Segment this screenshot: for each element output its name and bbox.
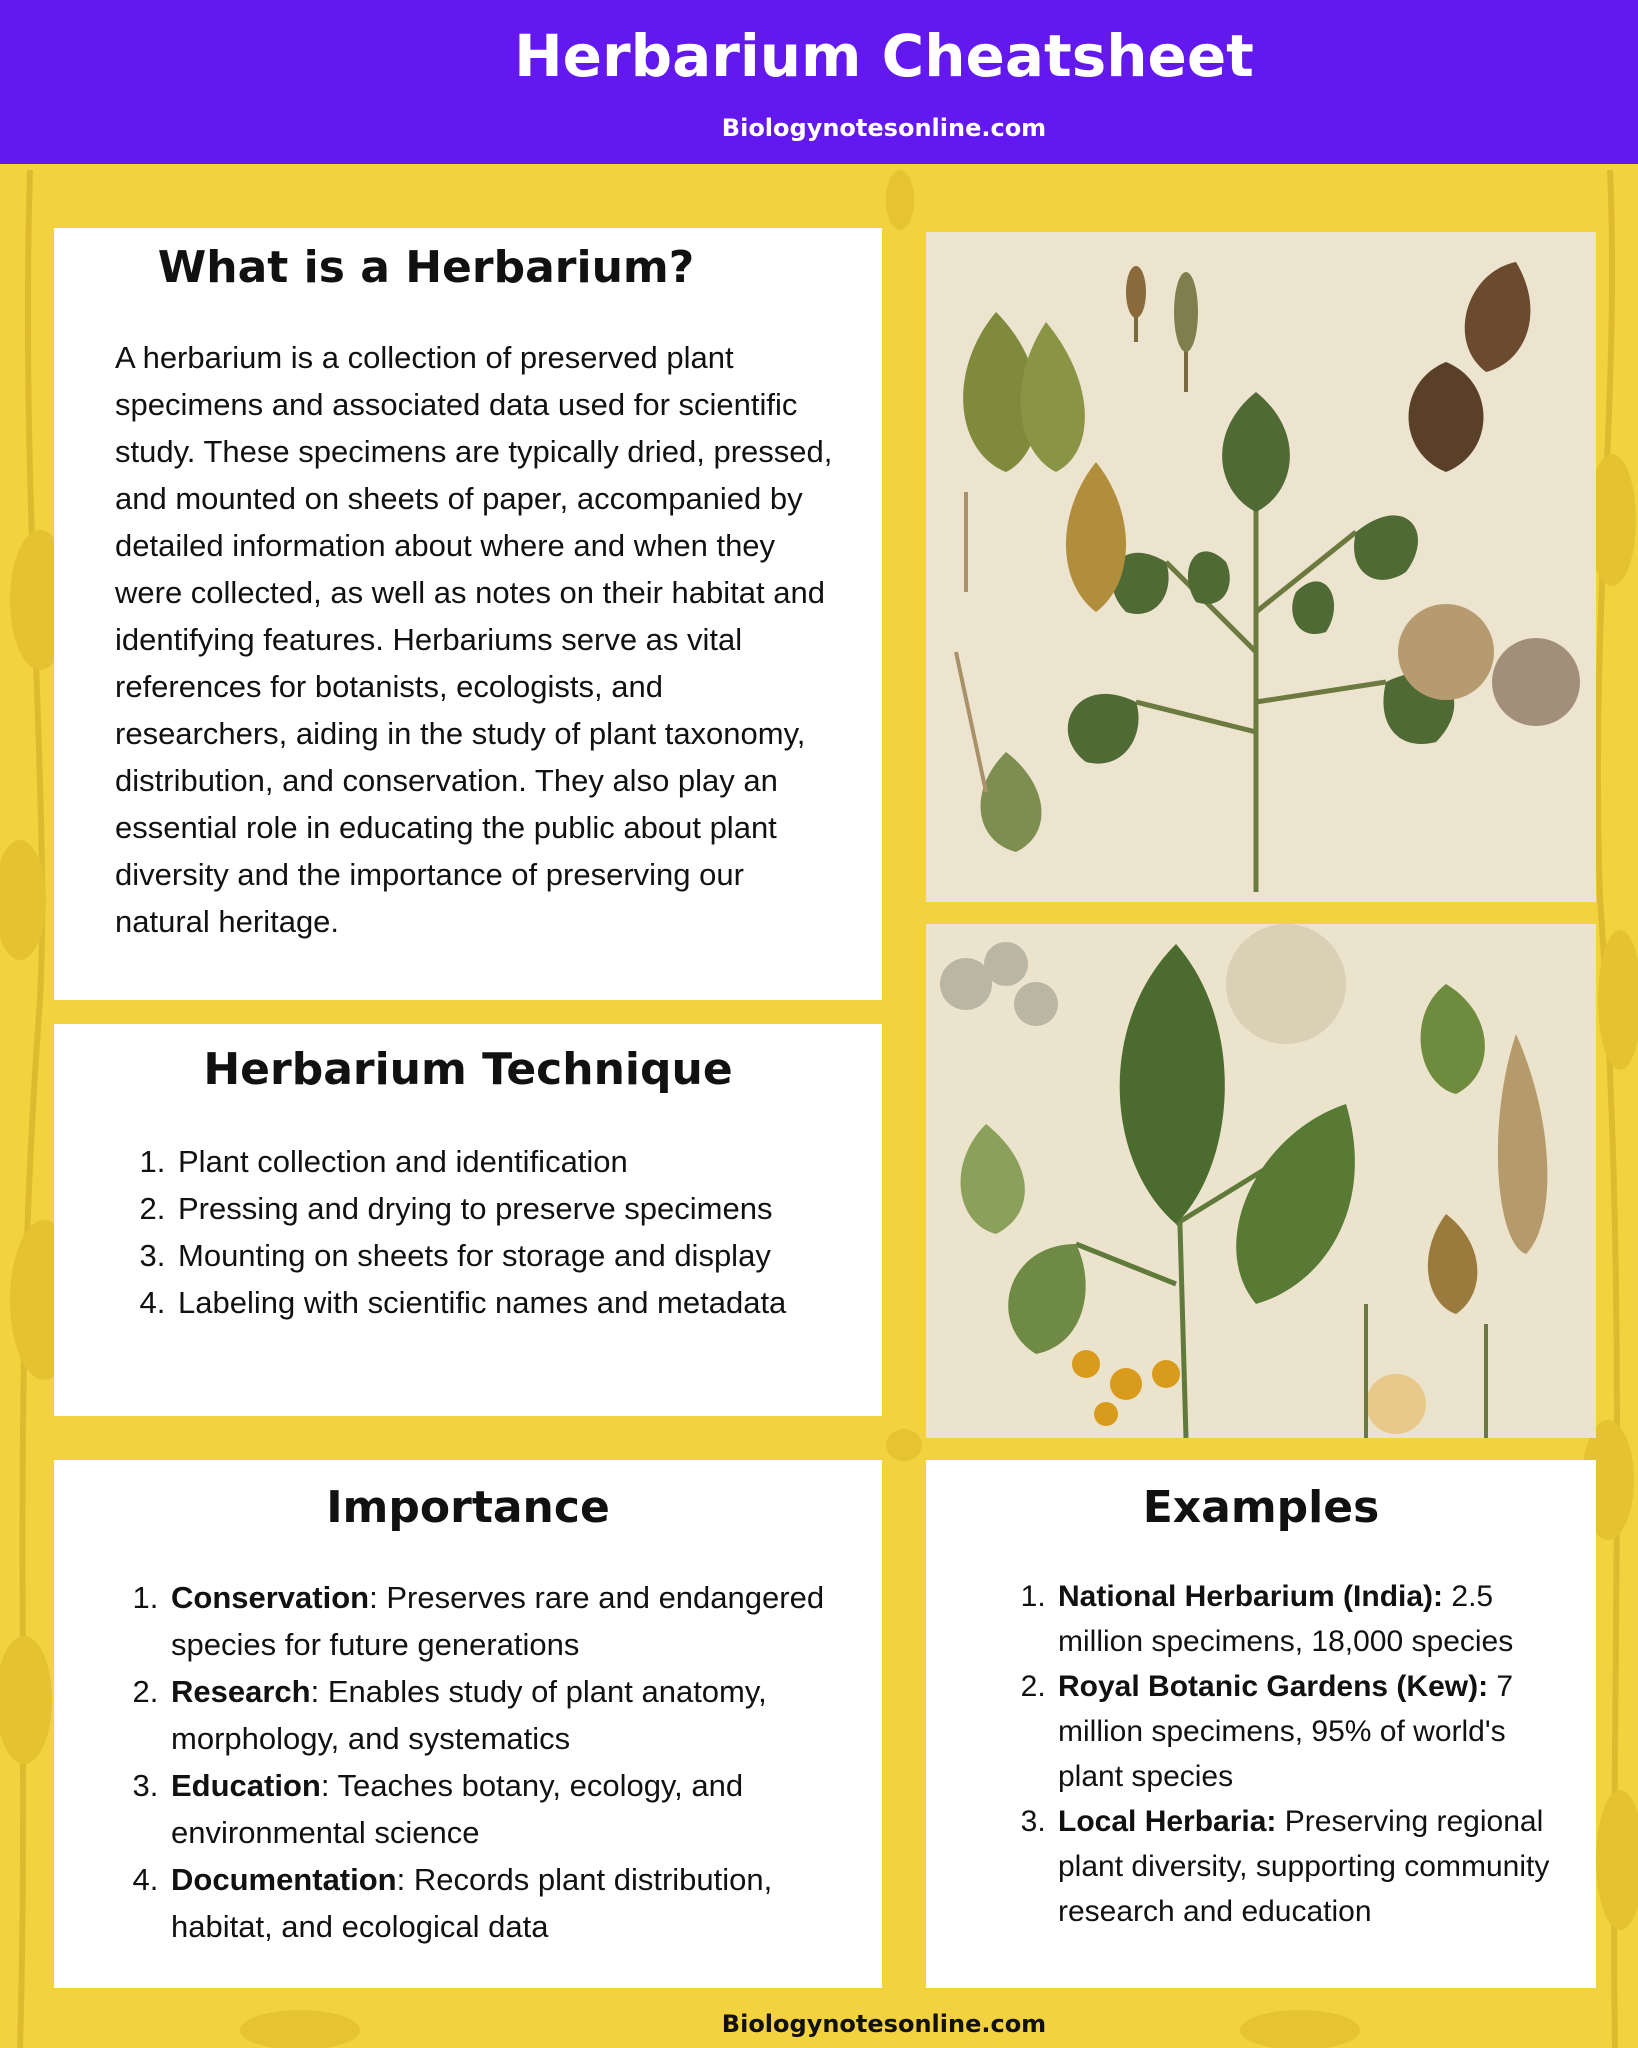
technique-item: 2. Pressing and drying to preserve specimens <box>174 1185 846 1232</box>
what-is-herbarium-heading: What is a Herbarium? <box>157 242 695 293</box>
importance-term: Education <box>171 1768 321 1803</box>
technique-list <box>114 1138 846 1326</box>
importance-item <box>167 1856 846 1950</box>
importance-card <box>54 1460 882 1988</box>
importance-term: Documentation <box>171 1862 397 1897</box>
example-text: 2.5 million specimens, 18,000 species <box>1058 1580 1514 1658</box>
importance-term: Research <box>171 1674 311 1709</box>
importance-text: : Enables study of plant anatomy, morphology, and systematics <box>171 1674 767 1756</box>
examples-heading: Examples <box>1142 1482 1380 1533</box>
herbarium-illustration-1 <box>926 232 1596 902</box>
examples-card <box>926 1460 1596 1988</box>
herbarium-technique-card <box>54 1024 882 1416</box>
example-term: Royal Botanic Gardens (Kew): <box>1058 1670 1489 1703</box>
importance-item <box>167 1574 846 1668</box>
technique-item: 3. Mounting on sheets for storage and display <box>174 1232 846 1279</box>
herbarium-illustration-2 <box>926 924 1596 1438</box>
examples-list <box>994 1574 1566 1934</box>
example-item <box>1054 1664 1566 1799</box>
page-title: Herbarium Cheatsheet <box>514 22 1254 90</box>
example-term: Local Herbaria: <box>1058 1805 1277 1838</box>
technique-item: 4. Labeling with scientific names and metadata <box>174 1279 846 1326</box>
importance-text: : Records plant distribution, habitat, and ecological data <box>171 1862 773 1944</box>
technique-item: 1. Plant collection and identification <box>174 1138 846 1185</box>
footer-website: Biologynotesonline.com <box>721 2010 1047 2038</box>
page-header <box>0 0 1638 164</box>
importance-list <box>107 1574 846 1950</box>
importance-text: : Teaches botany, ecology, and environmental science <box>171 1768 744 1850</box>
importance-item <box>167 1762 846 1856</box>
example-item <box>1054 1574 1566 1664</box>
what-is-herbarium-text: A herbarium is a collection of preserved plant specimens and associated data used for scientific study. These specimens are typically dried, pressed, and mounted on sheets of paper, accompanied by detailed information about where and when they were collected, as well as notes on their habitat and identifying features. Herbariums serve as vital references for botanists, ecologists, and researchers, aiding in the study of plant taxonomy, distribution, and conservation. They also play an essential role in educating the public about plant diversity and the importance of preserving our natural heritage. <box>115 340 833 939</box>
herbarium-technique-heading: Herbarium Technique <box>203 1044 733 1095</box>
importance-heading: Importance <box>326 1482 610 1533</box>
example-term: National Herbarium (India): <box>1058 1580 1444 1613</box>
example-item <box>1054 1799 1566 1934</box>
header-website: Biologynotesonline.com <box>721 114 1047 142</box>
example-text: Preserving regional plant diversity, supporting community research and education <box>1058 1805 1550 1928</box>
what-is-herbarium-card <box>54 228 882 1000</box>
importance-text: : Preserves rare and endangered species for future generations <box>171 1580 825 1662</box>
example-text: 7 million specimens, 95% of world's plant species <box>1058 1670 1514 1793</box>
importance-term: Conservation <box>171 1580 370 1615</box>
importance-item <box>167 1668 846 1762</box>
